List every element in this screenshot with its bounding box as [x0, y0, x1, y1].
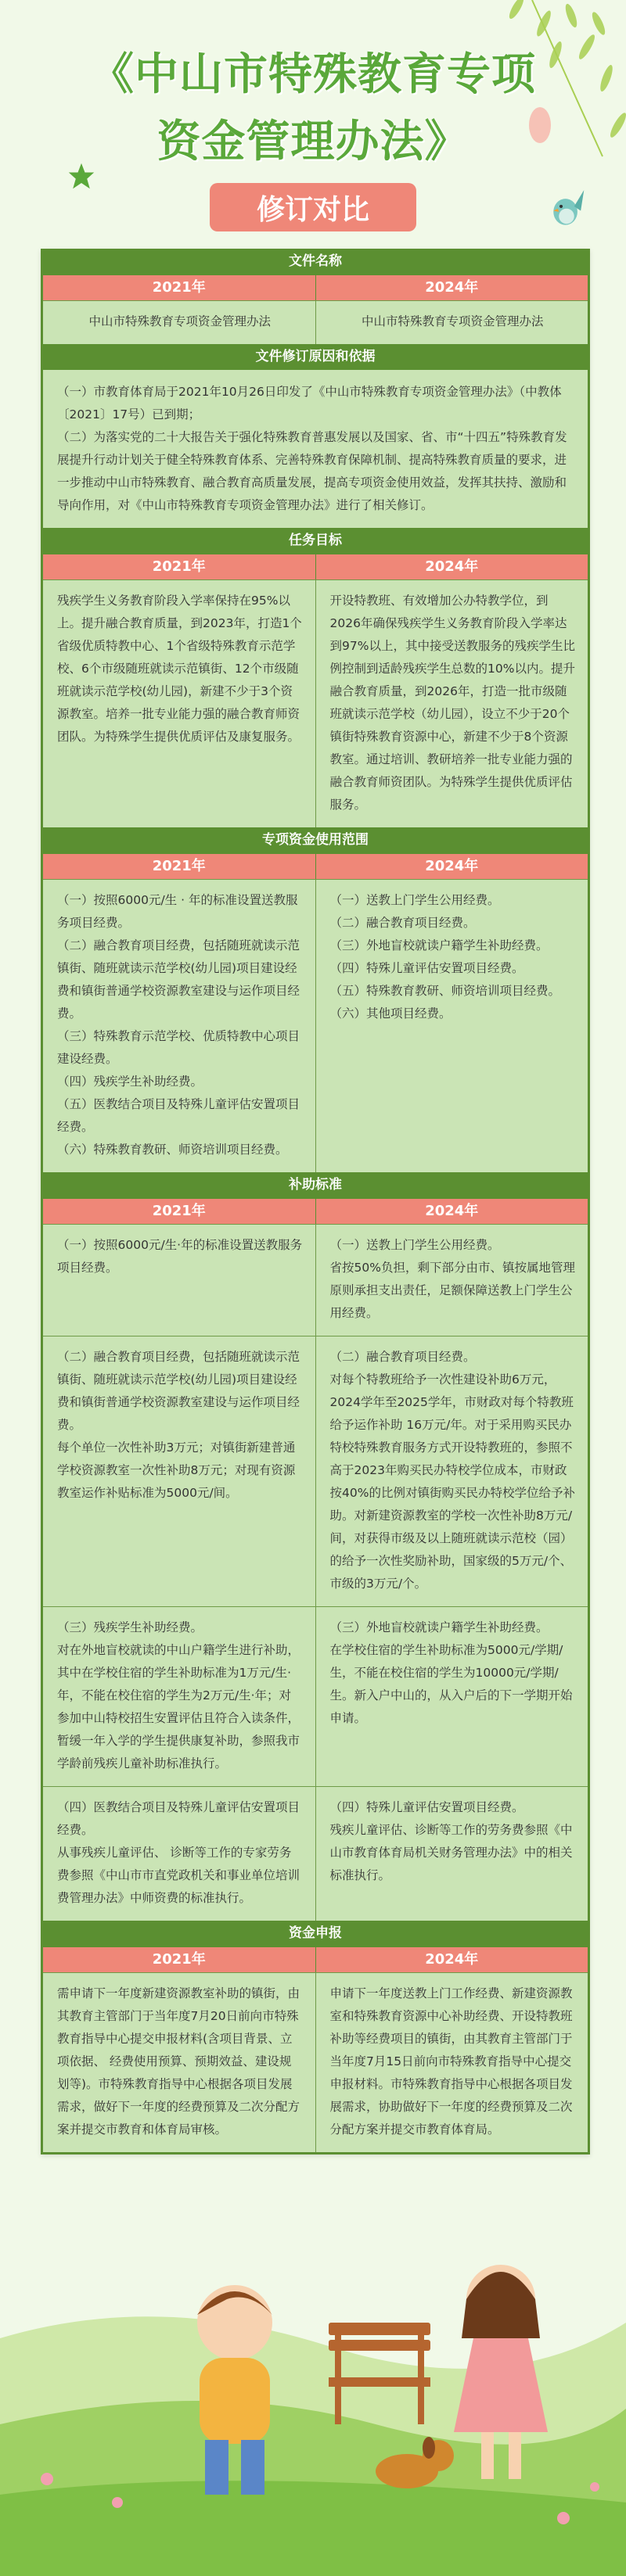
paragraph: 省按50%负担，剩下部分由市、镇按属地管理原则承担支出责任，足额保障送教上门学生公用经费。 [329, 1261, 575, 1320]
paragraph: （二）融合教育项目经费。 [329, 1350, 476, 1364]
cell-2024 [315, 1787, 588, 1921]
paragraph: （二）融合教育项目经费，包括随班就读示范镇街、随班就读示范学校(幼儿园)项目建设经费和镇街普通学校资源教室建设与运作项目经费。 [57, 938, 300, 1021]
paragraph: （二）融合教育项目经费。 [329, 916, 476, 930]
paragraph: （四）残疾学生补助经费。 [57, 1075, 203, 1089]
bird-icon [538, 185, 595, 231]
paragraph: （六）其他项目经费。 [329, 1006, 452, 1021]
cell-2021 [43, 1787, 315, 1921]
revision-comparison-badge: 修订对比 [210, 183, 416, 231]
table-row [43, 1336, 588, 1606]
paragraph: （一）按照6000元/生·年的标准设置送教服务项目经费。 [57, 1238, 303, 1275]
year-label: 2021年 [152, 1951, 206, 1968]
year-label: 2024年 [315, 1947, 588, 1972]
paragraph: （二）为落实党的二十大报告关于强化特殊教育普惠发展以及国家、省、市“十四五”特殊教育发展提升行动计划关于健全特殊教育体系、完善特殊教育保障机制、提高特殊教育质量的要求，进一步推动中山市特殊教育、融合教育高质量发展，提高专项资金使用效益，发挥其扶持、激励和导向作用，对《中山市特殊教育专项资金管理办法》进行了相关修订。 [57, 430, 567, 512]
year-header-row [43, 1198, 588, 1224]
paragraph: 对每个特教班给予一次性建设补助6万元，2024学年至2025学年，市财政对每个特教班给予运作补助 16万元/年。对于采用购买民办特校特殊教育服务方式开设特教班的，参照不高于2023年购买民办特校学位成本，市财政按40%的比例对镇街购买民办特校学位给予补助。对新建资源教室的学校一次性补助8万元/间，对获得市级及以上随班就读示范校（园）的给予一次性奖励补助，国家级的5万元/个、市级的3万元/个。 [329, 1372, 575, 1591]
cell-2021 [43, 301, 315, 344]
year-label: 2021年 [152, 1203, 206, 1219]
table-row [43, 579, 588, 827]
paragraph: 在学校住宿的学生补助标准为5000元/学期/生，不能在校住宿的学生为10000元/学期/生。新入户中山的，从入户后的下一学期开始申请。 [329, 1643, 573, 1725]
section-header: 文件修订原因和依据 [43, 344, 588, 370]
children-park-illustration [0, 2221, 626, 2576]
table-row [43, 1786, 588, 1921]
table-row [43, 1224, 588, 1336]
paragraph: （一）按照6000元/生 · 年的标准设置送教服务项目经费。 [57, 893, 298, 930]
cell-2021 [43, 580, 315, 827]
year-label: 2021年 [152, 558, 206, 575]
paragraph: 从事残疾儿童评估、 诊断等工作的专家劳务费参照《中山市市直党政机关和事业单位培训费管理办法》中师资费的标准执行。 [57, 1846, 300, 1905]
paragraph: （三）残疾学生补助经费。 [57, 1620, 203, 1634]
paragraph: 开设特教班、有效增加公办特教学位，到2026年确保残疾学生义务教育阶段入学率达到97%以上，其中接受送教服务的残疾学生比例控制到适龄残疾学生总数的10%以内。提升融合教育质量，到2026年，打造一批市级随班就读示范学校（幼儿园），设立不少于20个镇街特殊教育资源中心，新建不少于8个资源教室。通过培训、教研培养一批专业能力强的融合教育师资团队。为特殊学生提供优质评估服务。 [329, 594, 575, 812]
paragraph: （一）市教育体育局于2021年10月26日印发了《中山市特殊教育专项资金管理办法》（中教体〔2021〕17号）已到期； [57, 385, 562, 422]
section-header: 专项资金使用范围 [43, 827, 588, 853]
page-title-line-1: 《中山市特殊教育专项 [90, 49, 536, 100]
table-row [43, 1606, 588, 1786]
page-title-line-2: 资金管理办法》 [156, 117, 470, 167]
section-header: 任务目标 [43, 528, 588, 554]
paragraph: （三）特殊教育示范学校、优质特教中心项目建设经费。 [57, 1029, 300, 1066]
paragraph: （四）医教结合项目及特殊儿童评估安置项目经费。 [57, 1800, 300, 1837]
cell-2024 [315, 1336, 588, 1606]
paragraph: 申请下一年度送教上门工作经费、新建资源教室和特殊教育资源中心补助经费、开设特教班补助等经费项目的镇街，由其教育主管部门于当年度7月15日前向市特殊教育指导中心提交申报材料。市特殊教育指导中心根据各项目发展需求，协助做好下一年度的经费预算及二次分配方案并提交市教育体育局。 [329, 1986, 573, 2137]
section-content [43, 370, 588, 528]
year-header-row [43, 853, 588, 879]
paragraph: （五）特殊教育教研、师资培训项目经费。 [329, 984, 561, 998]
cell-2024 [315, 1607, 588, 1786]
cell-2024 [315, 1225, 588, 1336]
paragraph: 残疾学生义务教育阶段入学率保持在95%以上。提升融合教育质量，到2023年，打造1个省级优质特教中心、1个省级特殊教育示范学校、6个市级随班就读示范镇街、12个市级随班就读示范学校(幼儿园)，新建不少于3个资源教室。培养一批专业能力强的融合教育师资团队。为特殊学生提供优质评估及康复服务。 [57, 594, 302, 744]
cell-2021 [43, 1607, 315, 1786]
paragraph: （三）外地盲校就读户籍学生补助经费。 [329, 1620, 549, 1634]
table-row [43, 1972, 588, 2152]
section-header: 文件名称 [43, 249, 588, 274]
year-label: 2021年 [152, 858, 206, 874]
year-header-row [43, 274, 588, 300]
paragraph: （二）融合教育项目经费，包括随班就读示范镇街、随班就读示范学校(幼儿园)项目建设经费和镇街普通学校资源教室建设与运作项目经费。 [57, 1350, 300, 1432]
cell-2021 [43, 880, 315, 1172]
paragraph: 中山市特殊教育专项资金管理办法 [361, 314, 544, 328]
cell-2021 [43, 1336, 315, 1606]
year-label: 2024年 [315, 554, 588, 579]
paragraph: 对在外地盲校就读的中山户籍学生进行补助，其中在学校住宿的学生补助标准为1万元/生·年，不能在校住宿的学生为2万元/生·年；对参加中山特校招生安置评估且符合入读条件，暂缓一年入学的学生提供康复补助，参照我市学龄前残疾儿童补助标准执行。 [57, 1643, 300, 1771]
year-label: 2024年 [315, 854, 588, 879]
year-label: 2024年 [315, 275, 588, 300]
paragraph: （六）特殊教育教研、师资培训项目经费。 [57, 1143, 288, 1157]
paragraph: 每个单位一次性补助3万元；对镇街新建普通学校资源教室一次性补助8万元；对现有资源教室运作补贴标准为5000元/间。 [57, 1440, 296, 1500]
paragraph: （四）特殊儿童评估安置项目经费。 [329, 1800, 524, 1814]
paragraph: （三）外地盲校就读户籍学生补助经费。 [329, 938, 549, 953]
paragraph: 残疾儿童评估、诊断等工作的劳务费参照《中山市教育体育局机关财务管理办法》中的相关标准执行。 [329, 1823, 573, 1882]
cell-2024 [315, 301, 588, 344]
year-header-row [43, 554, 588, 579]
cell-2021 [43, 1973, 315, 2152]
year-label: 2024年 [315, 1199, 588, 1224]
comparison-table [41, 249, 590, 2154]
cell-2021 [43, 1225, 315, 1336]
cell-2024 [315, 880, 588, 1172]
paragraph: （一）送教上门学生公用经费。 [329, 1238, 500, 1252]
table-row [43, 300, 588, 344]
cell-2024 [315, 580, 588, 827]
section-header: 资金申报 [43, 1921, 588, 1946]
paragraph: （五）医教结合项目及特殊儿童评估安置项目经费。 [57, 1097, 300, 1134]
paragraph: （四）特殊儿童评估安置项目经费。 [329, 961, 524, 975]
paragraph: 中山市特殊教育专项资金管理办法 [88, 314, 271, 328]
table-row [43, 879, 588, 1172]
paragraph: 需申请下一年度新建资源教室补助的镇街，由其教育主管部门于当年度7月20日前向市特殊教育指导中心提交申报材料(含项目背景、立项依据、 经费使用预算、预期效益、建设规划等)。市特殊教育指导中心根据各项目发展需求，做好下一年度的经费预算及二次分配方案并提交市教育和体育局审核。 [57, 1986, 300, 2137]
cell-2024 [315, 1973, 588, 2152]
year-label: 2021年 [152, 279, 206, 296]
paragraph: （一）送教上门学生公用经费。 [329, 893, 500, 907]
section-header: 补助标准 [43, 1172, 588, 1198]
year-header-row [43, 1946, 588, 1972]
